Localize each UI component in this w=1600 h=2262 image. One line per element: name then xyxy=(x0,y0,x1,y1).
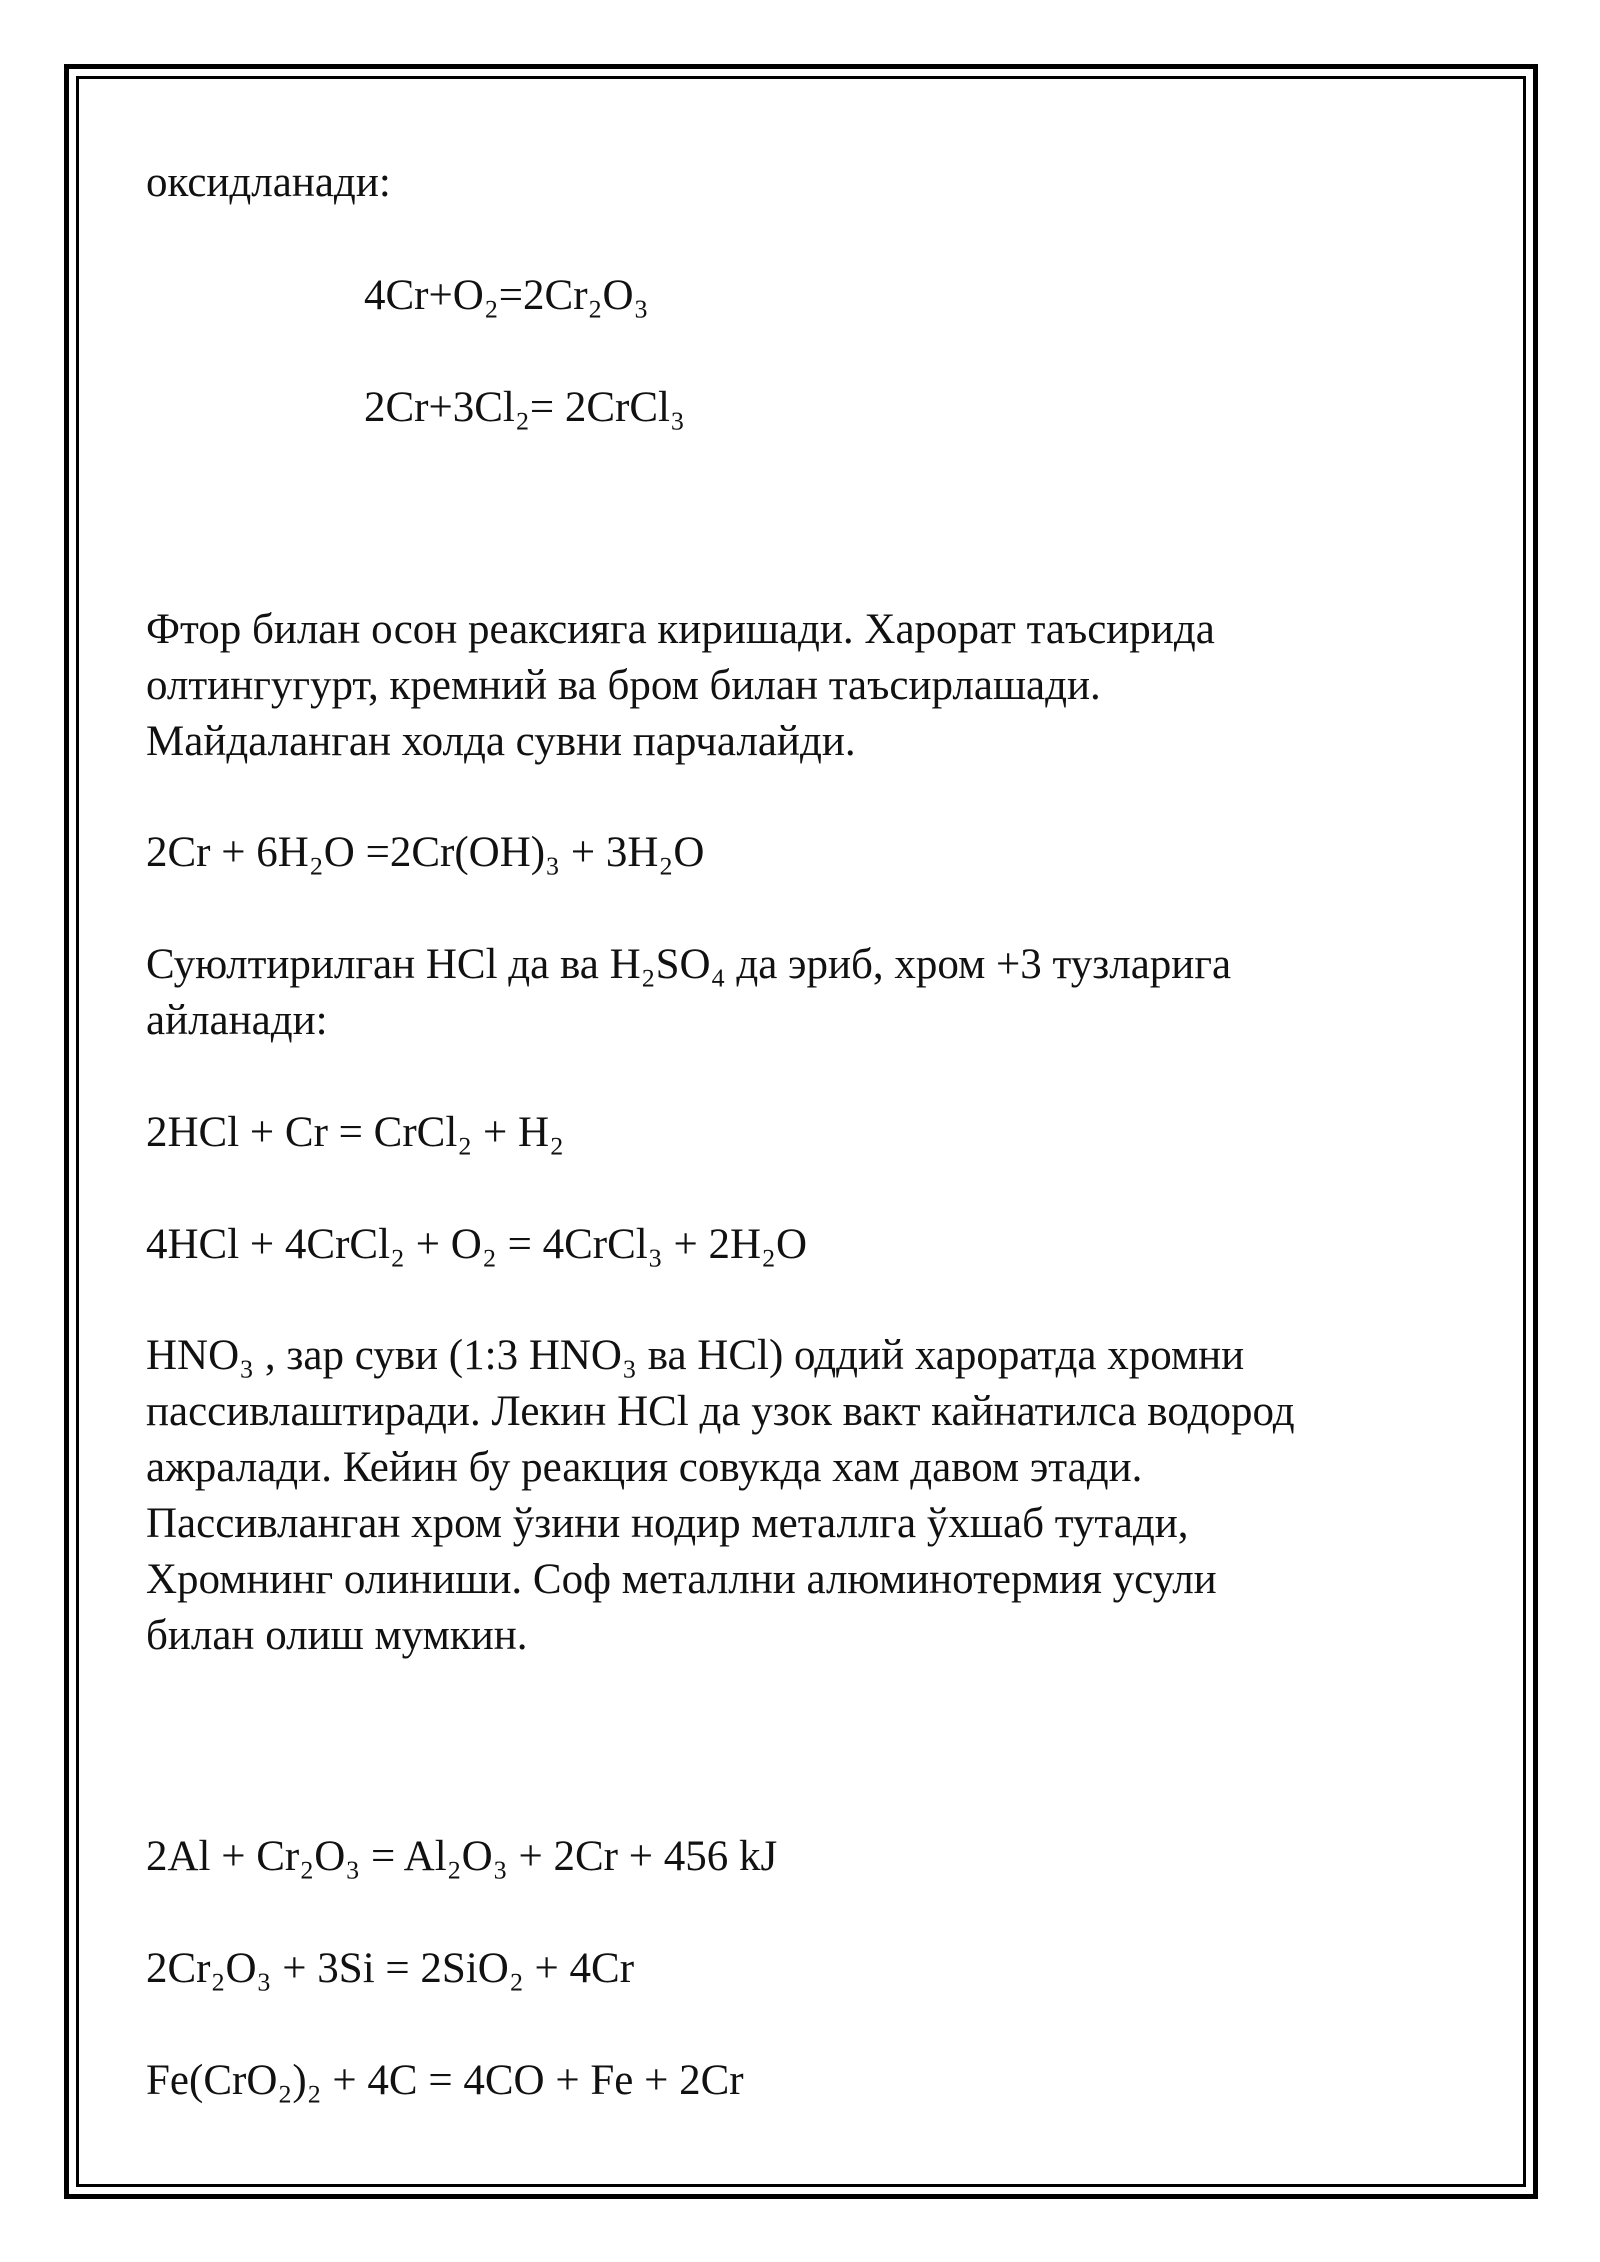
equation-cr-chlorine: 2Cr+3Cl₂= 2CrCl₃ xyxy=(364,384,685,431)
equation-cr-water: 2Cr + 6H₂O =2Cr(OH)₃ + 3H₂O xyxy=(146,829,705,876)
equation-cr-oxygen: 4Cr+O₂=2Cr₂O₃ xyxy=(364,272,649,319)
intro-line: оксидланади: xyxy=(146,159,391,206)
paragraph-line: Хромнинг олиниши. Соф металлни алюминотермия усули xyxy=(146,1556,1217,1603)
equation-hcl-cr: 2HCl + Cr = CrCl₂ + H₂ xyxy=(146,1109,565,1156)
paragraph-line: ажралади. Кейин бу реакция совукда хам давом этади. xyxy=(146,1444,1143,1491)
paragraph-fluorine xyxy=(146,602,1466,770)
paragraph-acids xyxy=(146,937,1466,1049)
equation-chromite: Fe(CrO₂)₂ + 4C = 4CO + Fe + 2Cr xyxy=(146,2057,744,2104)
paragraph-line: айланади: xyxy=(146,997,328,1044)
paragraph-line: Майдаланган холда сувни парчалайди. xyxy=(146,718,856,765)
paragraph-line: олтингугурт, кремний ва бром билан таъсирлашади. xyxy=(146,662,1101,709)
paragraph-line: Фтор билан осон реаксияга киришади. Харорат таъсирида xyxy=(146,606,1215,653)
paragraph-line: HNO₃ , зар суви (1:3 HNO₃ ва HCl) оддий хароратда хромни xyxy=(146,1332,1245,1379)
equation-silicon: 2Cr₂O₃ + 3Si = 2SiO₂ + 4Cr xyxy=(146,1945,635,1992)
paragraph-line: пассивлаштиради. Лекин HCl да узок вакт кайнатилса водород xyxy=(146,1388,1295,1435)
paragraph-passivation xyxy=(146,1328,1466,1664)
paragraph-line: Пассивланган хром ўзини нодир металлга ўхшаб тутади, xyxy=(146,1500,1189,1547)
equation-hcl-crcl2: 4HCl + 4CrCl₂ + O₂ = 4CrCl₃ + 2H₂O xyxy=(146,1221,808,1268)
paragraph-line: билан олиш мумкин. xyxy=(146,1612,528,1659)
paragraph-line: Суюлтирилган HCl да ва H₂SO₄ да эриб, хром +3 тузларига xyxy=(146,941,1232,988)
equation-aluminothermy: 2Al + Cr₂O₃ = Al₂O₃ + 2Cr + 456 kJ xyxy=(146,1833,778,1880)
